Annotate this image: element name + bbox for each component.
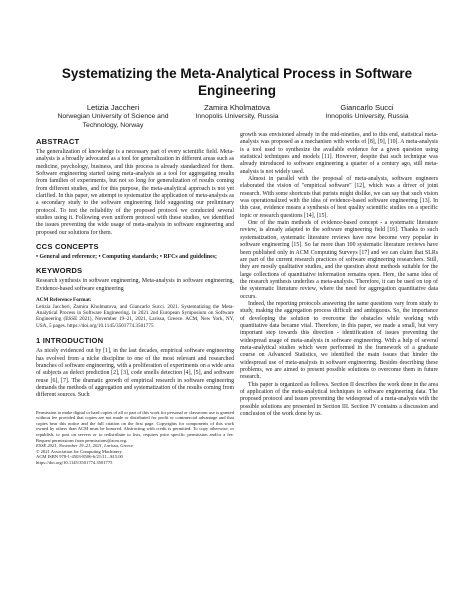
- author-name: Giancarlo Succi: [340, 103, 394, 112]
- keywords-heading: KEYWORDS: [36, 266, 83, 276]
- keywords-text: Research synthesis in software engineering, Meta-analysis in software engineering, Evidence-based software engineering: [36, 278, 234, 292]
- introduction-text: As nicely evidenced out by [1], in the last decades, empirical software engineering has evolved from a niche discipline to one of the most relevant and researched branches of software engineering, with a proliferation of experiments on a wide area of subjects as defect prediction [2], [3], code smells detection [4], [5], and software reuse [6], [7]. The dramatic growth of empirical research in software engineering demands the methods of aggregation and systematization of the results coming from different sources. Such: [36, 348, 234, 399]
- author-affiliation: Technology, Norway: [82, 121, 144, 129]
- intro-paragraph-4: Indeed, the reporting protocols answering the same questions vary from study to study, making the aggregation process difficult and ambiguous. So, the importance of developing the solution to overcome the obstacles while working with quantitative data became vital. Therefore, in this paper, we made a small, but very important step towards this direction - identification of issues preventing the widespread usage of meta-analysis in software engineering. With a help of several meta-analytical studies which were performed in the framework of a graduate course on Advanced Statistics, we identified the main issues that hinder the widespread use of meta-analysis in software engineering. Besides describing these problems, we are aimed to present possible solutions to overcome them in future research.: [240, 300, 438, 381]
- abstract-heading: ABSTRACT: [36, 137, 80, 146]
- author-affiliation: Innopolis University, Russia: [325, 113, 409, 120]
- author-block-3: [306, 103, 428, 122]
- title-line-1: Systematizing the Meta-Analytical Process in Software: [61, 66, 413, 81]
- abstract-text: The generalization of knowledge is a necessary part of every scientific field. Meta-analysis is a broadly advocated as a tool for generalization in different areas such as medicine, psychology, business, and this process is already standardized for them. Software engineering started using meta-analysis as a tool for aggregating results from families of experiments, but not so long for generalization of results coming from different studies, and for this purpose, the meta-analytical approach is not yet clarified. In this paper, we attempt to systematize the application of meta-analysis as a secondary study to the software engineering field suggesting our preliminary protocol. To test the reliability of the proposed protocol we conducted several studies using it. Following even uniform protocol with these studies, we identified the issues preventing the wide usage of meta-analysis in software engineering and proposed our solutions for them.: [36, 149, 234, 236]
- author-affiliation: Innopolis University, Russia: [195, 113, 279, 120]
- author-block-2: [178, 103, 296, 122]
- introduction-heading: 1 INTRODUCTION: [36, 336, 104, 346]
- intro-paragraph-2: Almost in parallel with the proposal of meta-analysis, software engineers elaborated the vision of "empirical software" [12], which was a driver of joint research. With some shortcuts that purists might dislike, we can say that such vision was operationalized with the idea of evidence-based software engineering [13]. In this case, evidence means a synthesis of best quality scientific studies on a specific topic or research questions [14], [15].: [240, 176, 438, 219]
- ccs-heading: CCS CONCEPTS: [36, 242, 99, 252]
- copyright-line: © 2021 Association for Computing Machinery.: [36, 448, 123, 454]
- right-column: [240, 132, 438, 418]
- paper-title: [40, 65, 434, 99]
- intro-paragraph-1: growth was envisioned already in the mid-nineties, and to this end, statistical meta-analysis was proposed as a mechanism with works of [8], [9], [10]. A meta-analysis is a tool used to synthesize the available evidence for a given question using statistical techniques and models [11]. However, despite that such technique was already introduced to software engineering a quarter of a century ago, still meta-analysis is not widely used.: [240, 132, 438, 175]
- author-block-1: [48, 103, 178, 130]
- author-name: Zamira Kholmatova: [204, 103, 270, 112]
- ccs-text: • General and reference; • Computing standards; • RFCs and guidelines;: [36, 254, 217, 261]
- author-affiliation: Norwegian University of Science and: [57, 113, 169, 120]
- isbn-line: ACM ISBN 978-1-4503-8506-6/21/11...$15.00: [36, 454, 123, 460]
- doi-line: https://doi.org/10.1145/3501774.3501775: [36, 459, 113, 465]
- acm-reference-heading: ACM Reference Format:: [36, 297, 92, 304]
- intro-paragraph-3: One of the main methods of evidence-based concept - a systematic literature review, is already adapted to the software engineering field [16]. Thanks to such systematization, systematic literature reviews have now become very popular in software engineering [15]. So far more than 100 systematic literature reviews have been published only in ACM Computing Surveys [17] and we can claim that SLRs are part of the current research practices of software engineering researchers. Still, they are mostly qualitative studies, and the question about methods suitable for the large collections of quantitative information remains open. Here, the same idea of the research synthesis underlies a meta-analysis. Therefore, it can be used on top of the systematic literature review, where the need for aggregation quantitative data occurs.: [240, 220, 438, 300]
- title-line-2: Engineering: [197, 83, 276, 98]
- author-name: Letizia Jaccheri: [86, 103, 140, 112]
- left-column: [36, 132, 234, 466]
- permission-text: Permission to make digital or hard copies of all or part of this work for personal or classroom use is granted without fee provided that copies are not made or distributed for profit or commercial advantage and that copies bear this notice and the full citation on the first page. Copyrights for components of this work owned by others than ACM must be honored. Abstracting with credit is permitted. To copy otherwise, or republish, to post on servers or to redistribute to lists, requires prior specific permission and/or a fee. Request permissions from permissions@acm.org.: [36, 409, 234, 443]
- intro-paragraph-5: This paper is organized as follows. Section II describes the work done in the area of application of the meta-analytical techniques to software engineering data. The proposed protocol and issues preventing the widespread of a meta-analysis with the possible solutions are presented in Section III. Section IV contains a discussion and conclusion of the work done by us.: [240, 381, 438, 418]
- acm-reference-text: Letizia Jaccheri, Zamira Kholmatova, and Giancarlo Succi. 2021. Systematizing the Meta-Analytical Process in Software Engineering. In 2021 2nd European Symposium on Software Engineering (ESSE 2021), November 19–21, 2021, Larissa, Greece. ACM, New York, NY, USA, 5 pages. https://doi.org/10.1145/3501774.3501775: [36, 303, 234, 329]
- venue-line: ESSE 2021, November 19–21, 2021, Larissa, Greece: [36, 443, 134, 449]
- permission-notice: [36, 410, 234, 466]
